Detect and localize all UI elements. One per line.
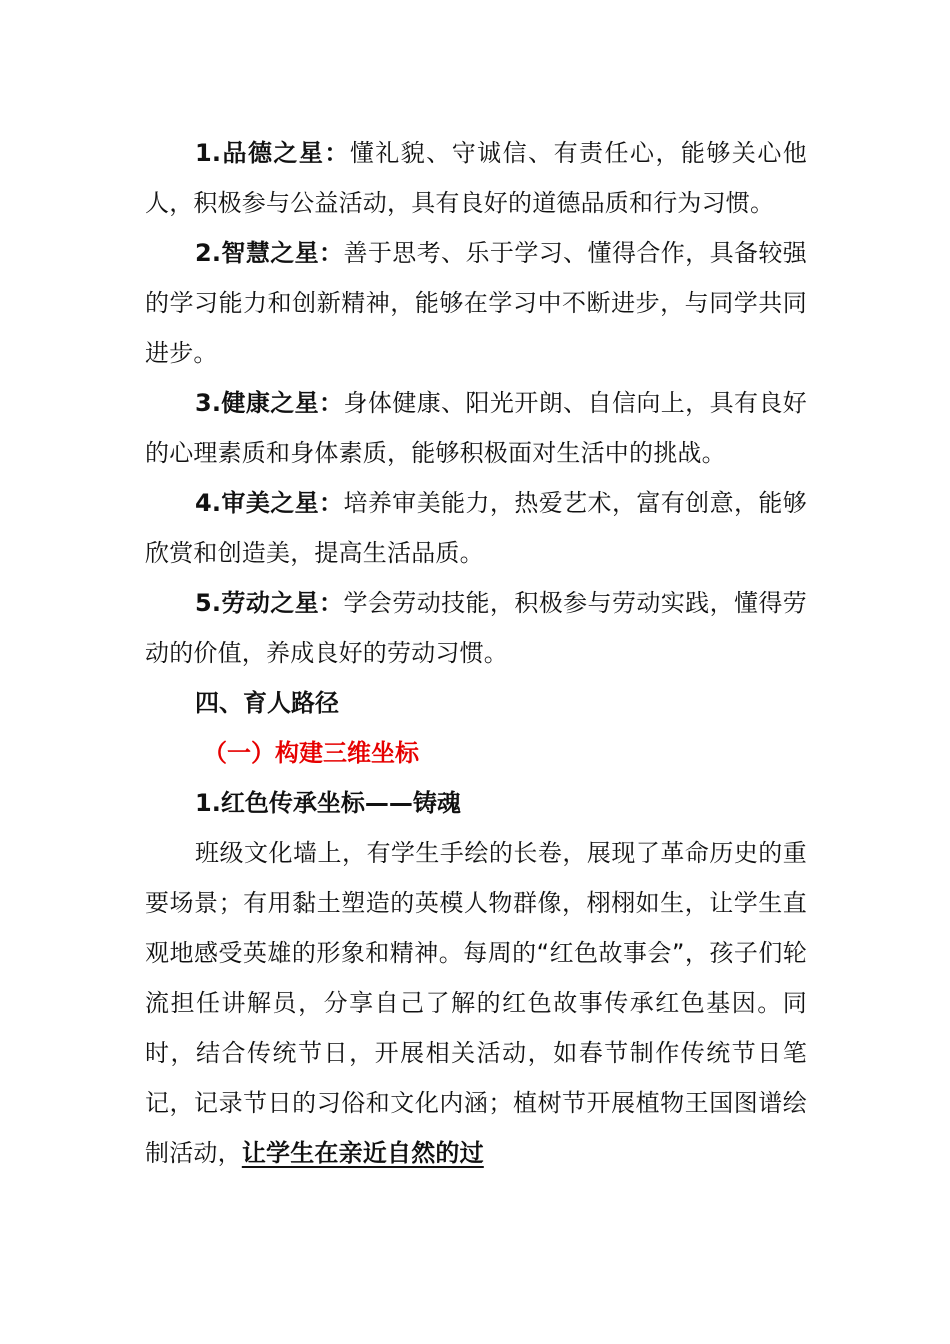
star-label: 5.劳动之星： <box>195 589 344 617</box>
star-description: 懂礼貌、守诚信、有责任心，能够关心他人，积极参与公益活动，具有良好的道德品质和行为习惯。 <box>145 139 807 217</box>
star-label: 4.审美之星： <box>195 489 344 517</box>
star-description: 培养审美能力，热爱艺术，富有创意，能够欣赏和创造美，提高生活品质。 <box>145 489 807 567</box>
body-text: 班级文化墙上，有学生手绘的长卷，展现了革命历史的重要场景；有用黏土塑造的英模人物群像，栩栩如生，让学生直观地感受英雄的形象和精神。每周的“红色故事会”，孩子们轮流担任讲解员，分享自己了解的红色故事传承红色基因。同时，结合传统节日，开展相关活动，如春节制作传统节日笔记，记录节日的习俗和文化内涵；植树节开展植物王国图谱绘制活动， <box>145 839 807 1167</box>
star-paragraph-3 <box>145 378 807 478</box>
body-paragraph <box>145 828 807 1178</box>
star-paragraph-4 <box>145 478 807 578</box>
subsection-heading: （一）构建三维坐标 <box>203 739 419 767</box>
star-description: 身体健康、阳光开朗、自信向上，具有良好的心理素质和身体素质，能够积极面对生活中的挑战。 <box>145 389 807 467</box>
section-heading: 四、育人路径 <box>195 689 339 717</box>
star-description: 善于思考、乐于学习、懂得合作，具备较强的学习能力和创新精神，能够在学习中不断进步，与同学共同进步。 <box>145 239 807 367</box>
item-heading: 1.红色传承坐标——铸魂 <box>195 789 461 817</box>
body-emphasis: 让学生在亲近自然的过 <box>241 1139 484 1167</box>
star-paragraph-1 <box>145 128 807 228</box>
star-paragraph-5 <box>145 578 807 678</box>
star-description: 学会劳动技能，积极参与劳动实践，懂得劳动的价值，养成良好的劳动习惯。 <box>145 589 807 667</box>
star-label: 3.健康之星： <box>195 389 344 417</box>
star-paragraph-2 <box>145 228 807 378</box>
star-label: 1.品德之星： <box>195 139 350 167</box>
star-label: 2.智慧之星： <box>195 239 344 267</box>
document-page <box>145 128 807 1178</box>
